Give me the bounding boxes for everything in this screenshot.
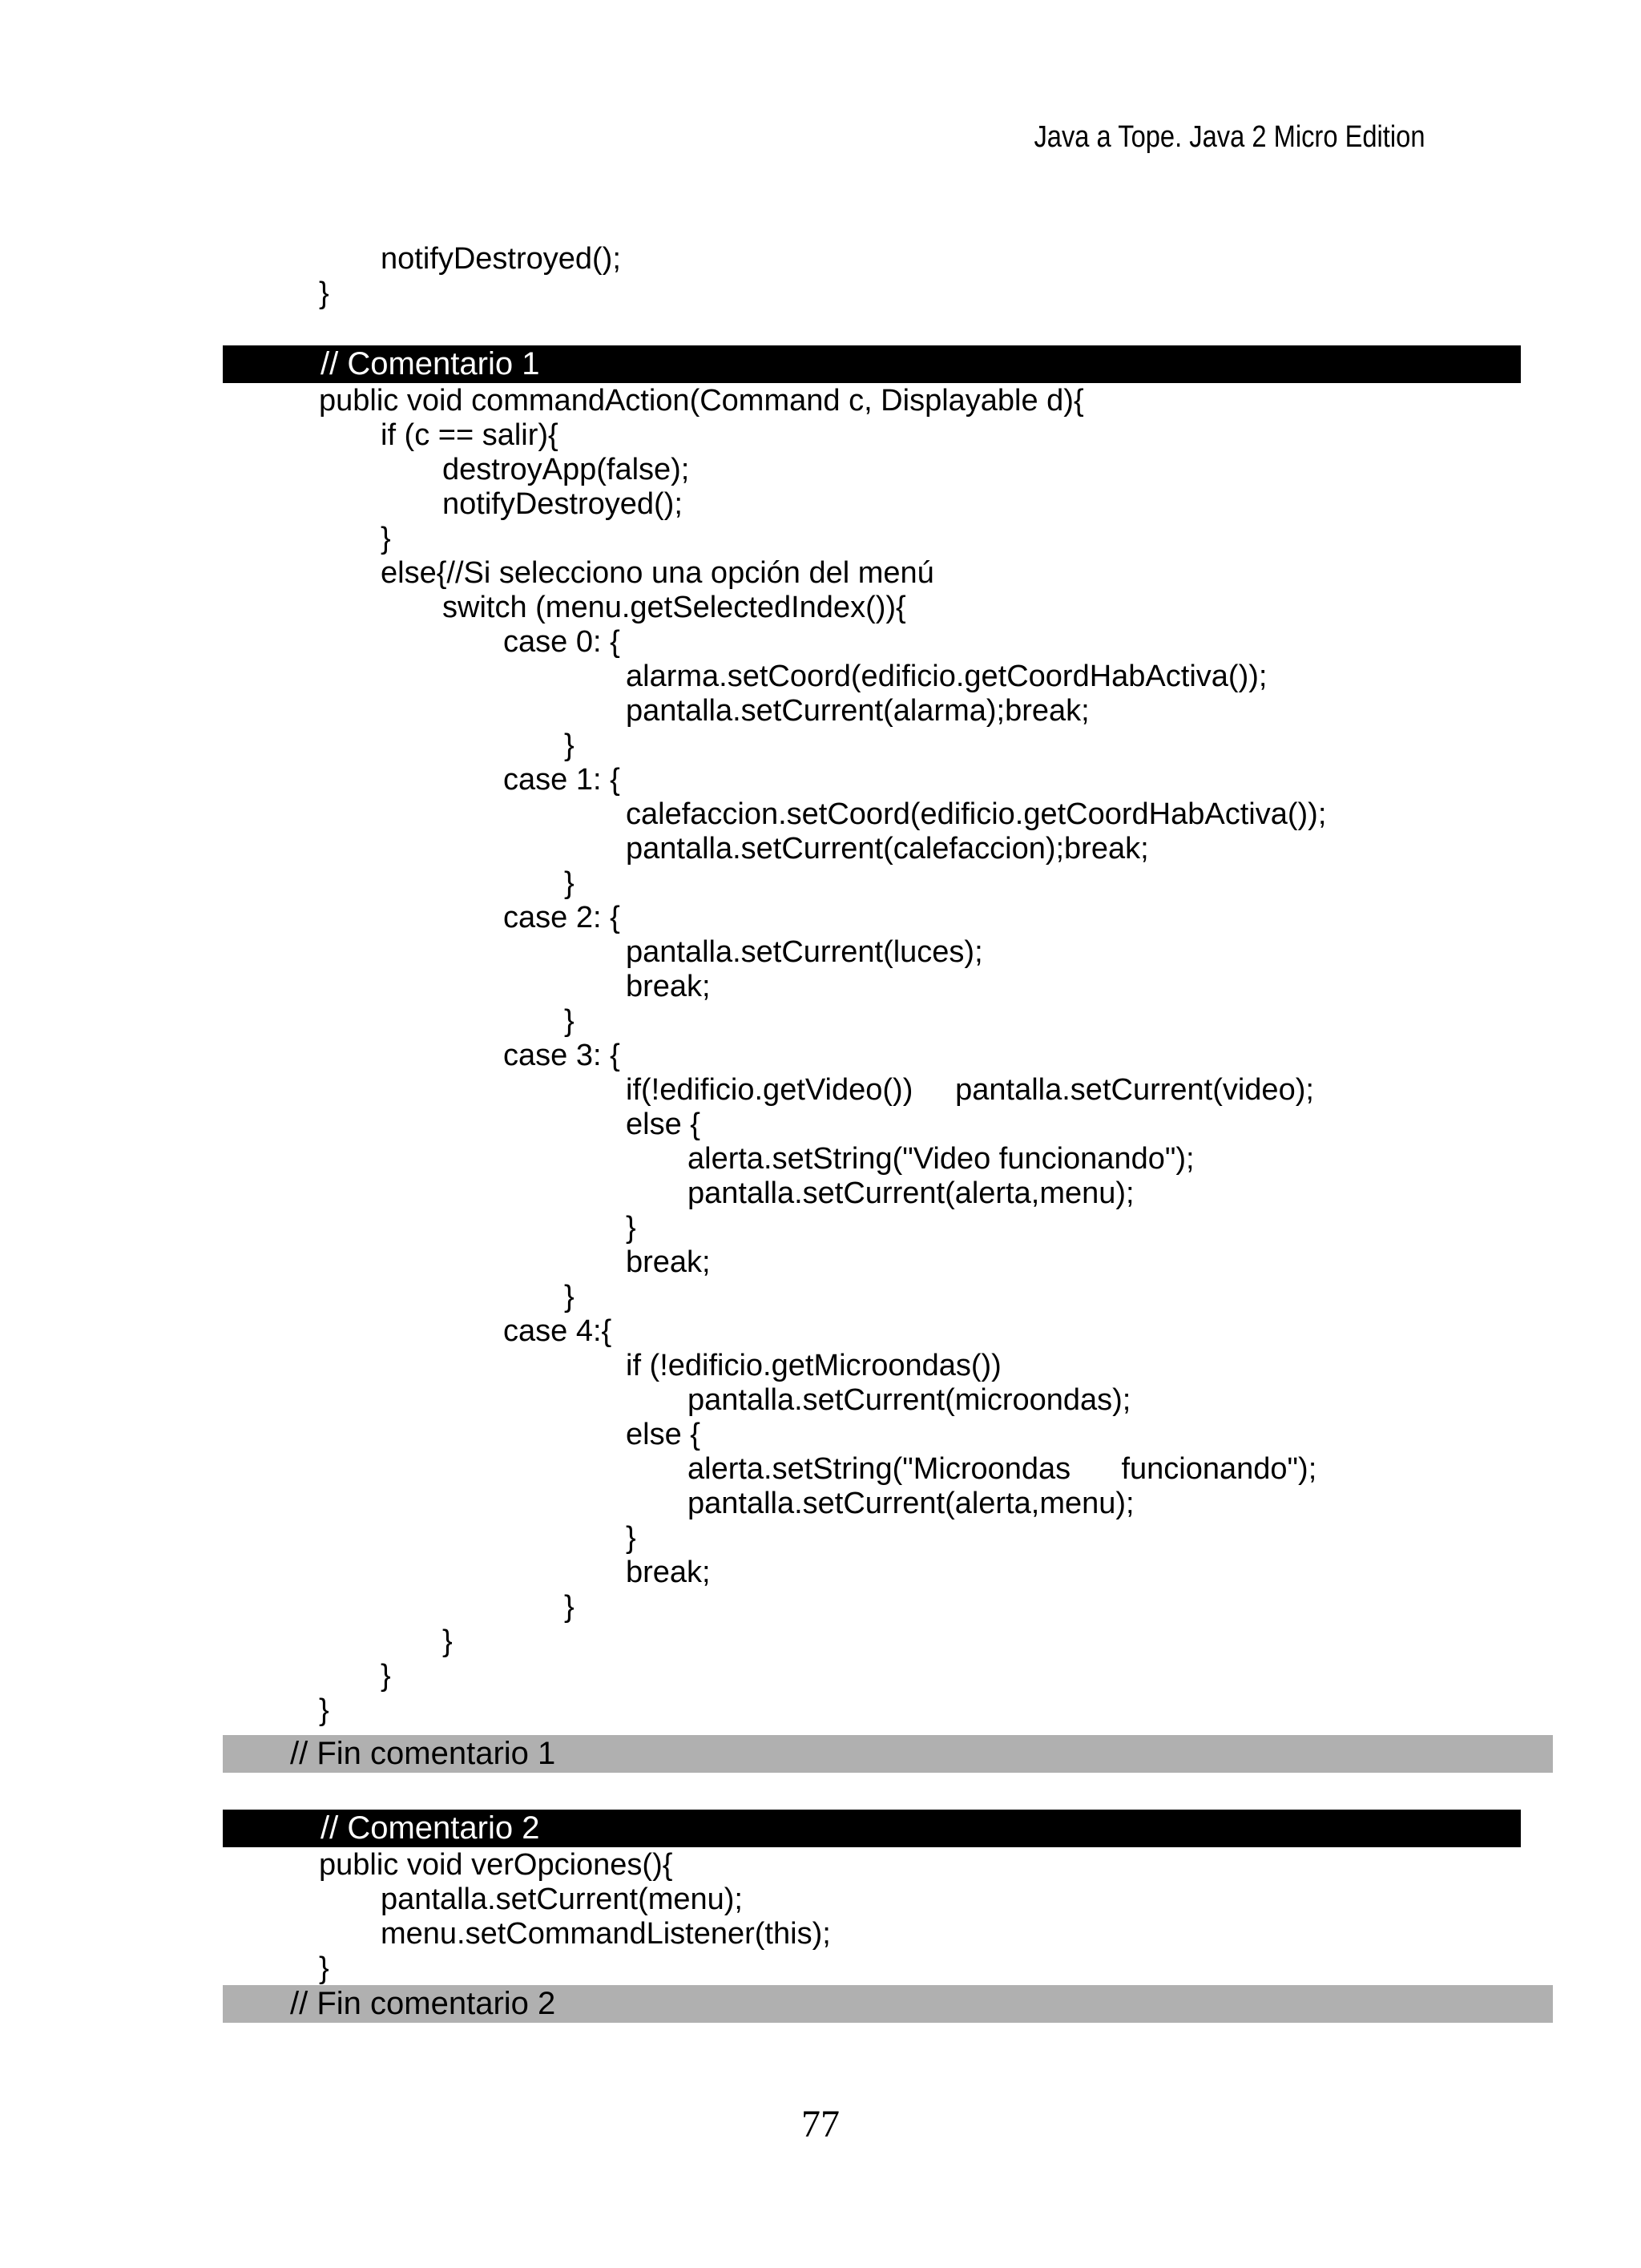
code-line: break; — [626, 1556, 711, 1589]
code-line: } — [319, 1693, 329, 1727]
code-line: pantalla.setCurrent(menu); — [381, 1883, 743, 1916]
code-line: public void commandAction(Command c, Displayable d){ — [319, 384, 1084, 418]
code-line: alerta.setString("Video funcionando"); — [687, 1142, 1195, 1176]
code-line: break; — [626, 970, 711, 1003]
code-line: if (!edificio.getMicroondas()) — [626, 1349, 1002, 1382]
code-line: alarma.setCoord(edificio.getCoordHabActiva()); — [626, 660, 1268, 693]
code-line: } — [442, 1624, 453, 1658]
code-line: if(!edificio.getVideo()) pantalla.setCurrent(video); — [626, 1073, 1314, 1107]
code-line: case 2: { — [503, 901, 620, 934]
code-line: pantalla.setCurrent(alarma);break; — [626, 694, 1090, 728]
code-line: pantalla.setCurrent(alerta,menu); — [687, 1487, 1135, 1520]
code-line: destroyApp(false); — [442, 453, 690, 486]
code-line: switch (menu.getSelectedIndex()){ — [442, 591, 906, 624]
code-line: case 3: { — [503, 1039, 620, 1072]
comment-end-bar — [223, 1735, 1553, 1773]
code-line: } — [381, 1659, 391, 1693]
code-line: pantalla.setCurrent(alerta,menu); — [687, 1176, 1135, 1210]
code-line: pantalla.setCurrent(microondas); — [687, 1383, 1131, 1417]
code-line: } — [564, 1280, 575, 1314]
comment-end-label: // Fin comentario 1 — [290, 1736, 556, 1771]
code-line: pantalla.setCurrent(calefaccion);break; — [626, 832, 1149, 866]
comment-end-label: // Fin comentario 2 — [290, 1986, 556, 2021]
code-line: } — [564, 728, 575, 762]
code-line: } — [626, 1211, 636, 1245]
code-line: calefaccion.setCoord(edificio.getCoordHabActiva()); — [626, 797, 1327, 831]
comment-start-label: // Comentario 1 — [321, 346, 540, 381]
code-line: else { — [626, 1108, 700, 1141]
code-line: case 0: { — [503, 625, 620, 659]
running-header: Java a Tope. Java 2 Micro Edition — [1033, 120, 1425, 154]
code-line: menu.setCommandListener(this); — [381, 1917, 831, 1951]
comment-start-bar — [223, 345, 1521, 383]
code-line: else{//Si selecciono una opción del menú — [381, 556, 934, 590]
code-line: notifyDestroyed(); — [442, 487, 683, 521]
code-line: } — [564, 1590, 575, 1624]
code-line: if (c == salir){ — [381, 418, 558, 452]
code-line: } — [564, 1004, 575, 1038]
code-line: } — [381, 522, 391, 555]
code-line: } — [626, 1521, 636, 1555]
comment-start-label: // Comentario 2 — [321, 1810, 540, 1846]
code-line: public void verOpciones(){ — [319, 1848, 673, 1882]
code-line: notifyDestroyed(); — [381, 242, 621, 276]
code-line: else { — [626, 1418, 700, 1451]
code-line: alerta.setString("Microondas funcionando"); — [687, 1452, 1317, 1486]
page-number: 77 — [801, 2103, 840, 2145]
code-line: } — [319, 1951, 329, 1985]
code-line: case 1: { — [503, 763, 620, 797]
code-line: pantalla.setCurrent(luces); — [626, 935, 983, 969]
code-line: break; — [626, 1245, 711, 1279]
code-line: case 4:{ — [503, 1314, 612, 1348]
comment-start-bar — [223, 1810, 1521, 1847]
comment-end-bar — [223, 1985, 1553, 2023]
code-line: } — [319, 276, 329, 310]
code-line: } — [564, 866, 575, 900]
